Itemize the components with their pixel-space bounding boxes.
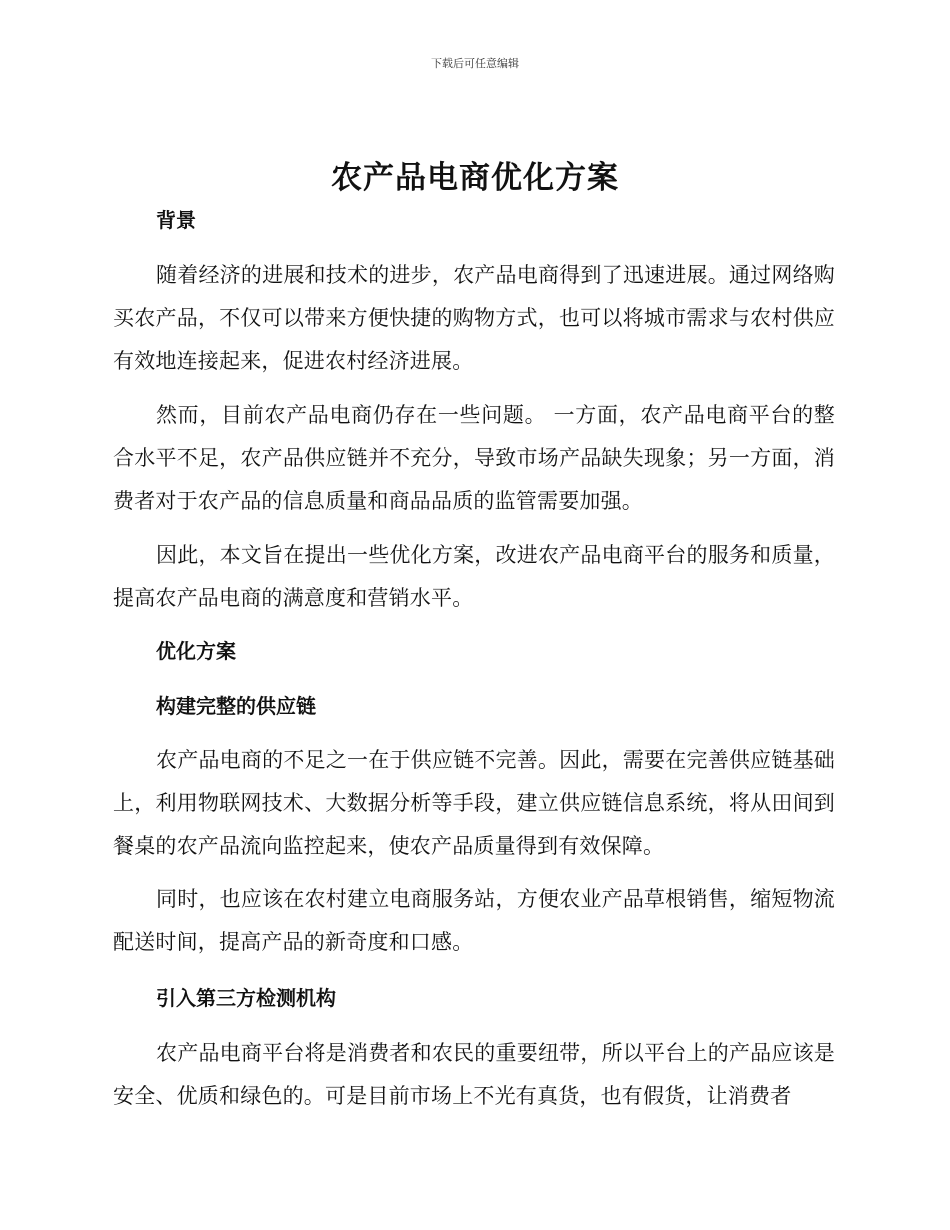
section-heading-inspection [113,984,835,1012]
paragraph-inspection-1-container [113,1032,835,1118]
paragraph-background-3: 因此，本文旨在提出一些优化方案，改进农产品电商平台的服务和质量，提高农产品电商的满意度和营销水平。 [113,543,835,610]
paragraph-background-2-container [113,394,835,523]
heading-supply-chain: 构建完整的供应链 [156,694,316,718]
section-heading-background [113,206,835,234]
paragraph-background-3-container [113,534,835,620]
paragraph-background-2: 然而，目前农产品电商仍存在一些问题。 一方面，农产品电商平台的整合水平不足，农产品供应链并不充分，导致市场产品缺失现象；另一方面，消费者对于农产品的信息质量和商品品质的监管需要加强。 [113,403,835,513]
paragraph-background-1-container [113,254,835,383]
paragraph-inspection-1: 农产品电商平台将是消费者和农民的重要纽带，所以平台上的产品应该是安全、优质和绿色的。可是目前市场上不光有真货，也有假货，让消费者 [113,1041,835,1108]
paragraph-background-1: 随着经济的进展和技术的进步，农产品电商得到了迅速进展。通过网络购买农产品，不仅可以带来方便快捷的购物方式，也可以将城市需求与农村供应有效地连接起来，促进农村经济进展。 [113,263,835,373]
paragraph-supply-2-container [113,878,835,964]
paragraph-supply-2: 同时，也应该在农村建立电商服务站，方便农业产品草根销售，缩短物流配送时间，提高产品的新奇度和口感。 [113,887,835,954]
section-heading-supply [113,692,835,720]
heading-optimization-plan: 优化方案 [156,639,236,663]
paragraph-supply-1: 农产品电商的不足之一在于供应链不完善。因此，需要在完善供应链基础上，利用物联网技术、大数据分析等手段，建立供应链信息系统，将从田间到餐桌的农产品流向监控起来，使农产品质量得到有效保障。 [113,748,835,858]
header-note: 下载后可任意编辑 [431,57,519,70]
section-heading-plan [113,637,835,665]
heading-third-party-inspection: 引入第三方检测机构 [156,986,336,1010]
page-title: 农产品电商优化方案 [331,160,619,196]
heading-background: 背景 [156,208,196,232]
paragraph-supply-1-container [113,739,835,868]
